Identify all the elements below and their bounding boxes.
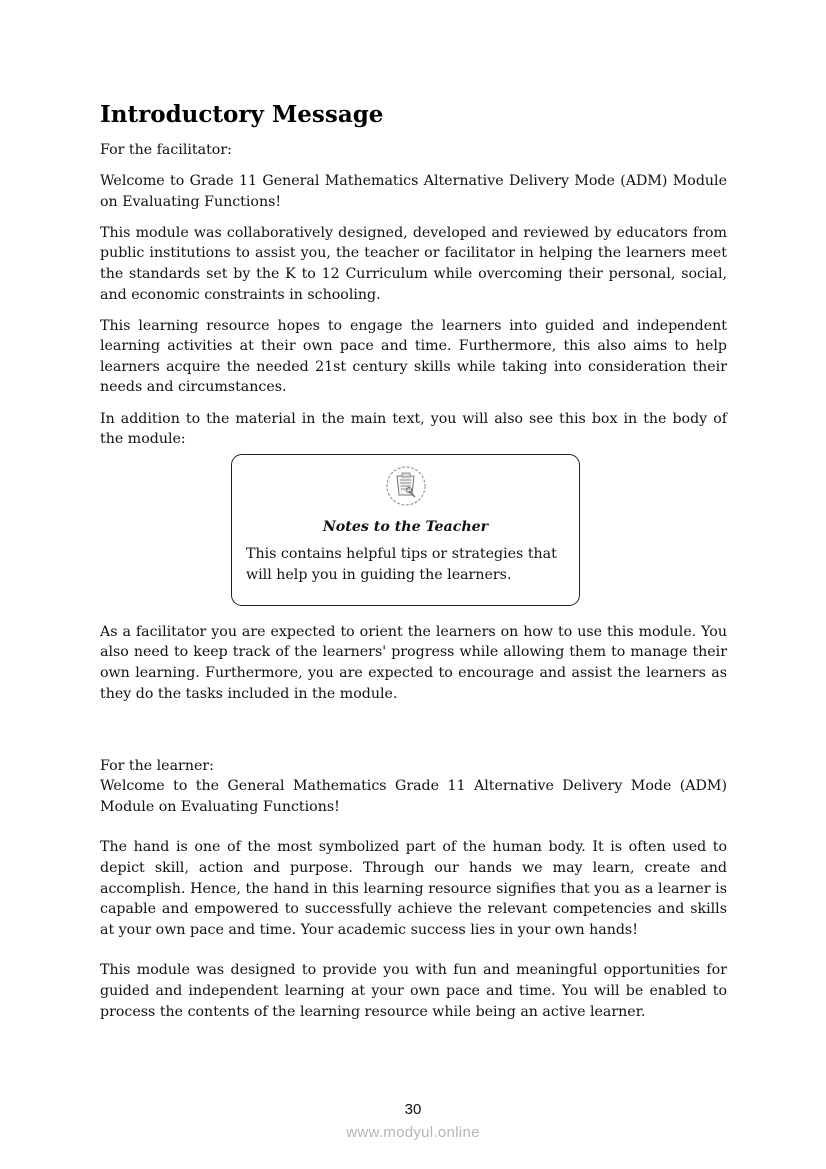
watermark-url: www.modyul.online — [346, 1124, 480, 1141]
hand-symbol-paragraph: The hand is one of the most symbolized part of the human body. It is often used to depict skill, action and purpose. Through our hands we may learn, create and accomplish. Hence, the hand in this learning resource signifies that you as a learner is capable and empowered to successfully achieve the relevant competencies and skills at your own pace and time. Your academic success lies in your own hands! — [100, 839, 727, 938]
learning-resource-paragraph: This learning resource hopes to engage the learners into guided and independent learning activities at their own pace and time. Furthermore, this also aims to help learners acquire the needed 21st century skills while taking into consideration their needs and circumstances. — [100, 317, 727, 396]
note-box-text: This contains helpful tips or strategies that will help you in guiding the learners. — [246, 546, 557, 583]
document-page — [100, 96, 727, 1033]
learner-label: For the learner: — [100, 757, 214, 774]
facilitator-welcome-paragraph: Welcome to Grade 11 General Mathematics Alternative Delivery Mode (ADM) Module on Evaluating Functions! — [100, 173, 727, 210]
module-purpose-paragraph: This module was designed to provide you with fun and meaningful opportunities for guided and independent learning at your own pace and time. You will be enabled to process the contents of the learning resource while being an active learner. — [100, 962, 727, 1020]
facilitator-closing-paragraph: As a facilitator you are expected to orient the learners on how to use this module. You also need to keep track of the learners' progress while allowing them to manage their own learning. Furthermore, you are expected to encourage and assist the learners as they do the tasks included in the module. — [100, 623, 727, 702]
box-intro-paragraph: In addition to the material in the main text, you will also see this box in the body of the module: — [100, 410, 727, 448]
module-design-paragraph: This module was collaboratively designed, developed and reviewed by educators from public institutions to assist you, the teacher or facilitator in helping the learners meet the standards set by the K to 12 Curriculum while overcoming their personal, social, and economic constraints in schooling. — [100, 224, 727, 303]
page-number: 30 — [404, 1101, 422, 1118]
notes-clipboard-icon — [385, 465, 427, 507]
page-title: Introductory Message — [100, 101, 384, 128]
note-box-title: Notes to the Teacher — [322, 518, 489, 535]
spacer — [100, 715, 727, 756]
facilitator-label: For the facilitator: — [100, 142, 232, 158]
notes-to-teacher-box — [231, 454, 580, 606]
learner-welcome-paragraph: Welcome to the General Mathematics Grade 11 Alternative Delivery Mode (ADM) Module on Evaluating Functions! — [100, 778, 727, 815]
